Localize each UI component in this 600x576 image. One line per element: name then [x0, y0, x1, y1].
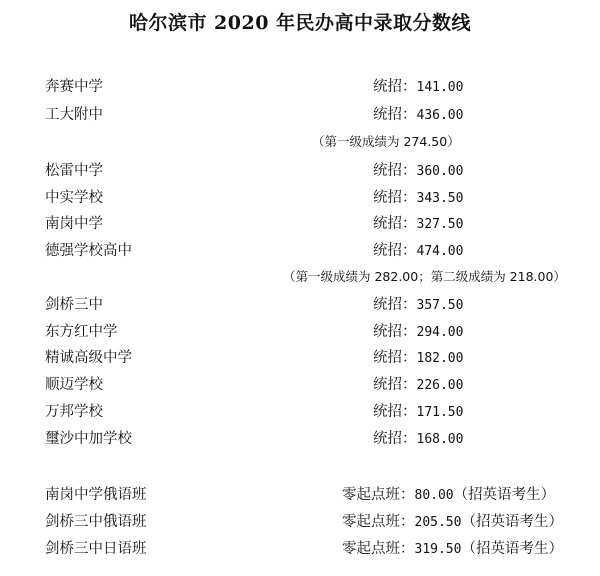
- score-value: [373, 186, 463, 211]
- score-value: [373, 239, 463, 264]
- score-type: 统招：: [373, 79, 417, 95]
- zero-start-row: [0, 537, 600, 561]
- score-type: 零起点班：: [342, 541, 415, 557]
- school-row: [0, 346, 600, 370]
- score-type: 统招：: [373, 163, 417, 179]
- school-name: 松雷中学: [45, 163, 103, 179]
- score-note: （招英语考生）: [461, 541, 563, 557]
- score-number: 168.00: [416, 432, 464, 447]
- score-note: （第一级成绩为 282.00；第二级成绩为 218.00）: [283, 269, 566, 284]
- score-number: 474.00: [416, 244, 464, 259]
- score-number: 141.00: [416, 80, 464, 95]
- score-number: 182.00: [416, 351, 464, 366]
- school-row: [0, 400, 600, 424]
- class-name: 剑桥三中俄语班: [45, 514, 147, 530]
- score-type: 统招：: [373, 107, 417, 123]
- score-value: [373, 346, 463, 371]
- school-row: [0, 75, 600, 99]
- score-value: [373, 212, 463, 237]
- score-value: [342, 537, 563, 562]
- school-row: [0, 212, 600, 236]
- score-number: 327.50: [416, 217, 464, 232]
- score-type: 零起点班：: [342, 514, 415, 530]
- score-value: [342, 483, 555, 508]
- score-type: 统招：: [373, 190, 417, 206]
- score-value: [373, 373, 463, 398]
- school-row: [0, 239, 600, 263]
- zero-start-row: [0, 510, 600, 534]
- score-note: （招英语考生）: [453, 487, 556, 503]
- score-number: 343.50: [416, 191, 464, 206]
- school-name: 奔赛中学: [45, 79, 103, 95]
- class-name: 剑桥三中日语班: [45, 541, 147, 557]
- score-value: [373, 159, 463, 184]
- score-type: 统招：: [373, 404, 417, 420]
- school-name: 德强学校高中: [45, 243, 132, 259]
- school-name: 南岗中学: [45, 216, 103, 232]
- school-name: 顺迈学校: [45, 377, 103, 393]
- school-row: [0, 186, 600, 210]
- score-number: 205.50: [414, 515, 462, 530]
- score-value: [342, 510, 563, 535]
- score-number: 226.00: [416, 378, 464, 393]
- school-name: 剑桥三中: [45, 297, 103, 313]
- score-value: [373, 320, 463, 345]
- school-row: [0, 320, 600, 344]
- score-value: [373, 103, 463, 128]
- score-type: 零起点班：: [342, 487, 415, 503]
- school-row: [0, 427, 600, 451]
- school-name: 精诚高级中学: [45, 350, 132, 366]
- school-row: [0, 159, 600, 183]
- score-value: [373, 400, 463, 425]
- score-type: 统招：: [373, 350, 417, 366]
- class-name: 南岗中学俄语班: [45, 487, 147, 503]
- school-row: [0, 293, 600, 317]
- school-name: 中实学校: [45, 190, 103, 206]
- score-type: 统招：: [373, 216, 417, 232]
- score-number: 357.50: [416, 298, 464, 313]
- school-row: [0, 103, 600, 127]
- score-number: 294.00: [416, 325, 464, 340]
- score-number: 360.00: [416, 164, 464, 179]
- score-note: （第一级成绩为 274.50）: [312, 134, 460, 149]
- school-name: 工大附中: [45, 107, 103, 123]
- school-name: 璽沙中加学校: [45, 431, 132, 447]
- score-type: 统招：: [373, 297, 417, 313]
- score-type: 统招：: [373, 324, 417, 340]
- score-number: 80.00: [414, 488, 454, 503]
- score-number: 436.00: [416, 108, 464, 123]
- school-name: 东方红中学: [45, 324, 118, 340]
- score-value: [373, 75, 463, 100]
- score-type: 统招：: [373, 431, 417, 447]
- score-note: （招英语考生）: [461, 514, 563, 530]
- score-number: 319.50: [414, 542, 462, 557]
- school-row: [0, 373, 600, 397]
- score-value: [373, 427, 463, 452]
- score-value: [373, 293, 463, 318]
- page-title: 哈尔滨市 2020 年民办高中录取分数线: [128, 12, 472, 34]
- score-number: 171.50: [416, 405, 464, 420]
- school-name: 万邦学校: [45, 404, 103, 420]
- score-type: 统招：: [373, 243, 417, 259]
- zero-start-row: [0, 483, 600, 507]
- score-type: 统招：: [373, 377, 417, 393]
